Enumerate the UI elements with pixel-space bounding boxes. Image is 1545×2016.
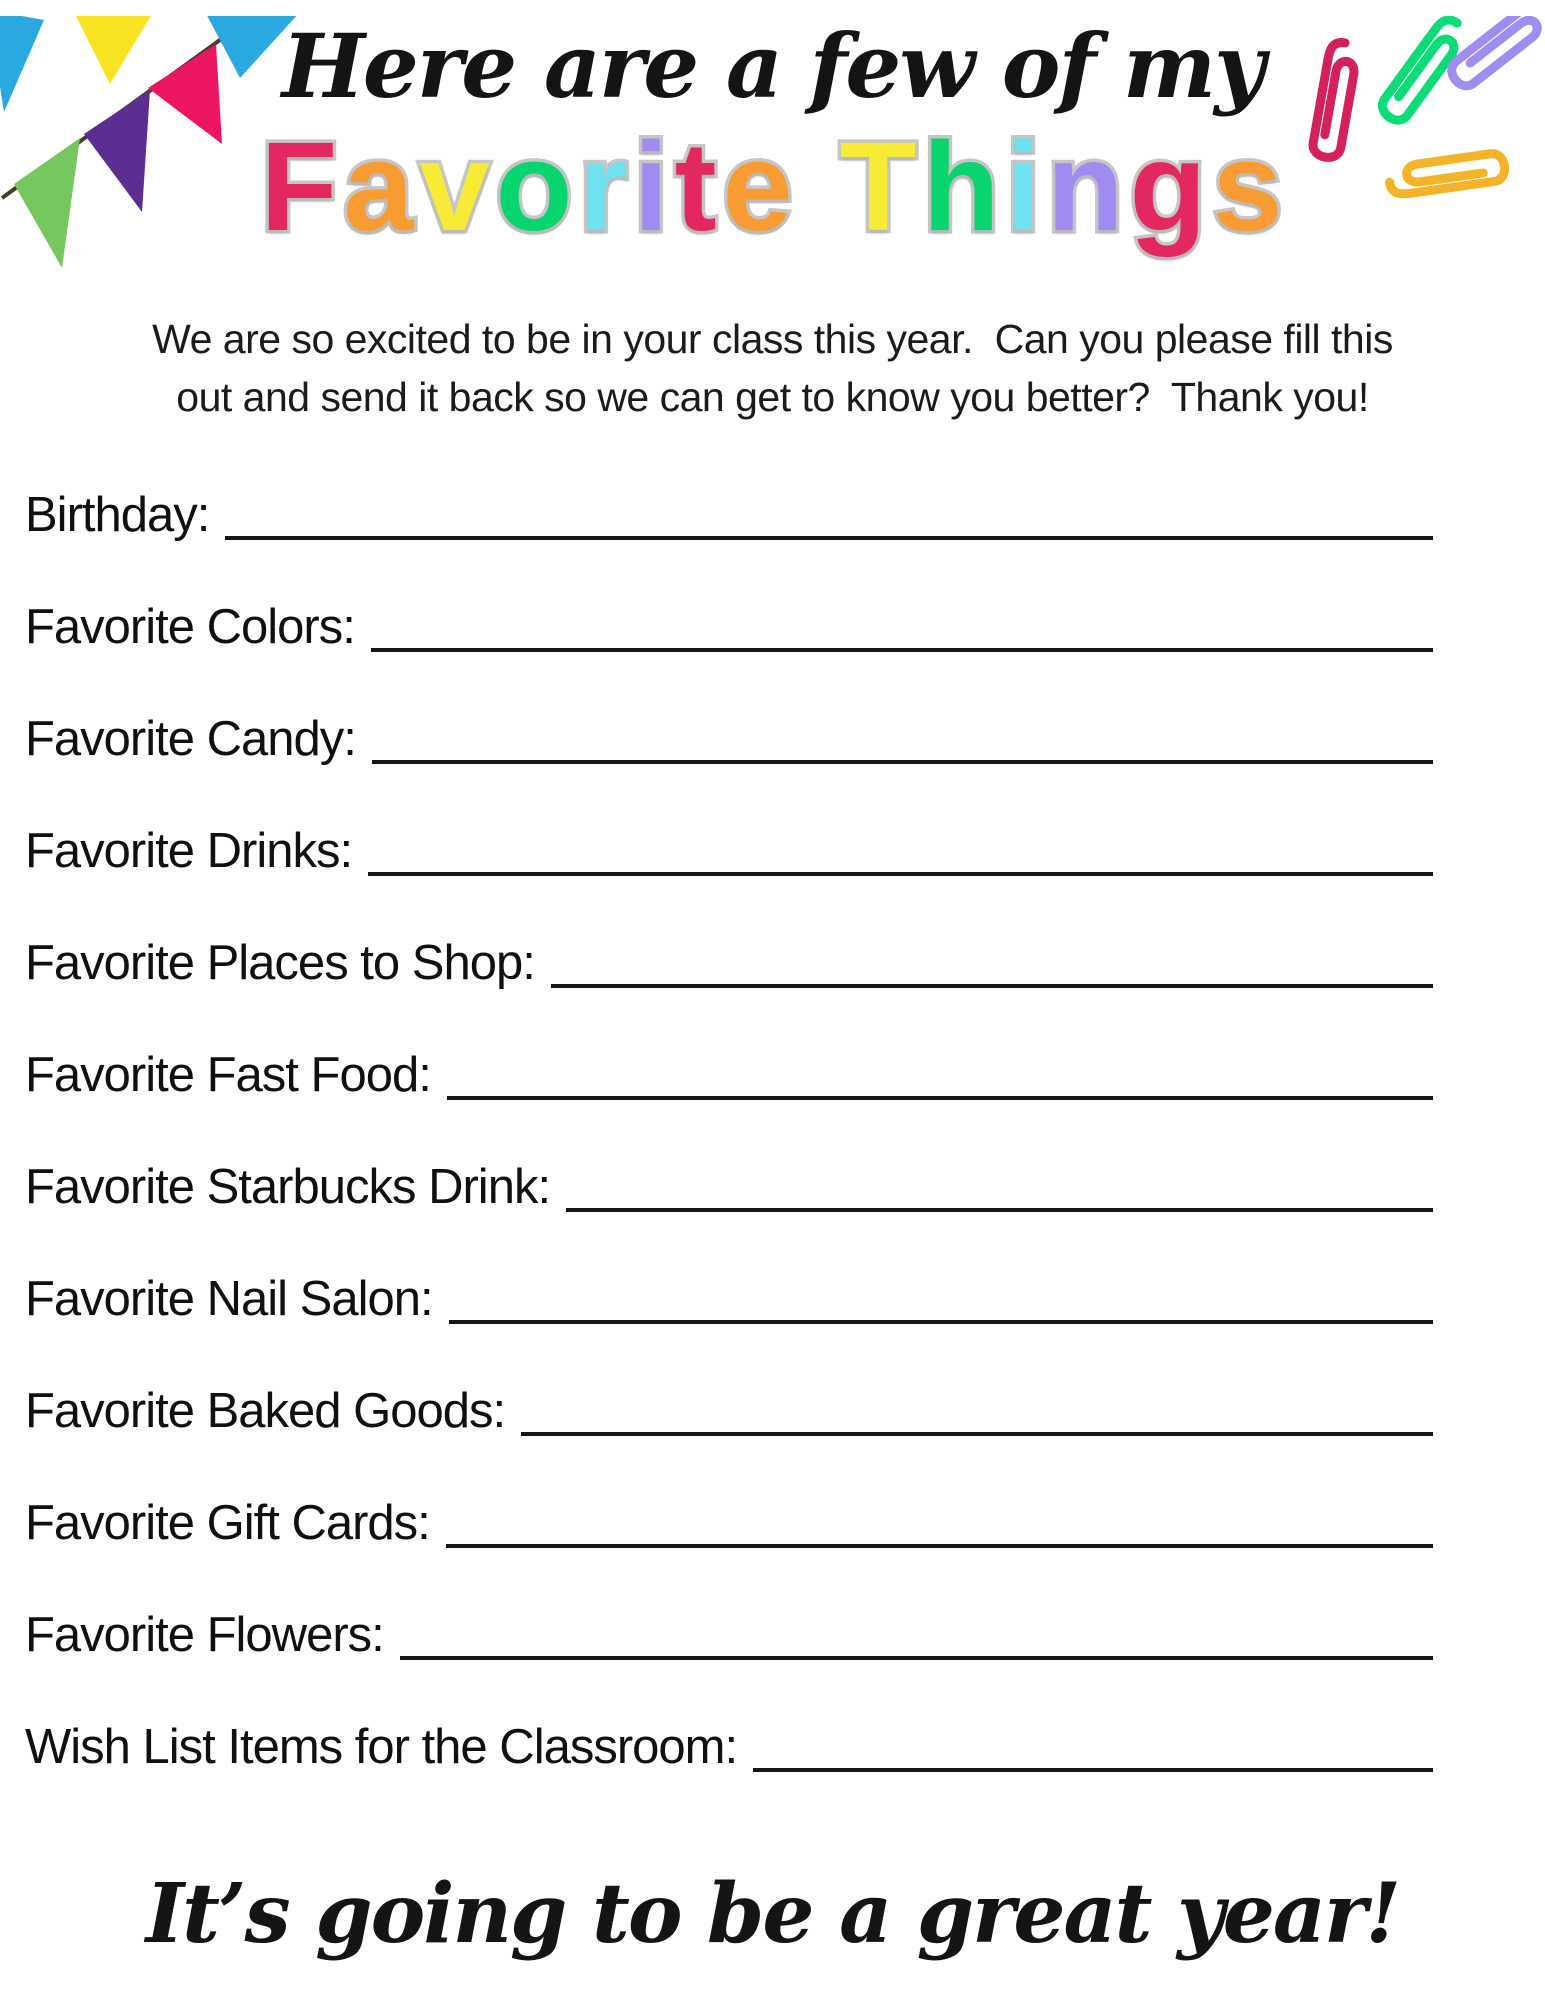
form-field-row xyxy=(25,481,1433,543)
answer-line[interactable] xyxy=(400,1656,1433,1660)
intro-line-1: We are so excited to be in your class this year. Can you please fill this xyxy=(152,316,1393,363)
answer-line[interactable] xyxy=(753,1768,1433,1772)
script-heading: Here are a few of my xyxy=(281,14,1264,118)
form-field-row xyxy=(25,1601,1433,1663)
title-letter: i xyxy=(1005,116,1043,258)
form-field-row xyxy=(25,1713,1433,1775)
banner-flag-icon xyxy=(14,138,80,268)
field-label: Favorite Places to Shop: xyxy=(25,936,535,991)
banner-flag-icon xyxy=(0,16,44,112)
title-letter: h xyxy=(922,116,1002,258)
title-letter: s xyxy=(1212,116,1285,258)
answer-line[interactable] xyxy=(521,1432,1433,1436)
answer-line[interactable] xyxy=(551,984,1433,988)
title-letter: g xyxy=(1129,116,1209,258)
paperclips xyxy=(1283,16,1545,234)
answer-line[interactable] xyxy=(368,872,1433,876)
banner-flag-icon xyxy=(72,16,152,84)
answer-line[interactable] xyxy=(447,1096,1433,1100)
field-label: Favorite Baked Goods: xyxy=(25,1384,506,1439)
answer-line[interactable] xyxy=(371,648,1433,652)
paperclips-icon xyxy=(1283,16,1545,234)
field-label: Favorite Gift Cards: xyxy=(25,1496,430,1551)
title-letter: a xyxy=(343,116,416,258)
title-letter: e xyxy=(722,116,795,258)
title-letter: T xyxy=(839,116,919,258)
form-field-row xyxy=(25,817,1433,879)
field-label: Favorite Drinks: xyxy=(25,824,353,879)
form-field-row xyxy=(25,705,1433,767)
bunting-banner-icon xyxy=(0,16,340,306)
intro-text xyxy=(0,311,1545,426)
field-label: Favorite Colors: xyxy=(25,600,355,655)
answer-line[interactable] xyxy=(566,1208,1433,1212)
form-field-row xyxy=(25,593,1433,655)
banner-flag-icon xyxy=(148,44,222,144)
title-letter: t xyxy=(674,116,719,258)
field-label: Favorite Candy: xyxy=(25,712,356,767)
form-field-row xyxy=(25,1265,1433,1327)
form-field-row xyxy=(25,1377,1433,1439)
title-letter: v xyxy=(419,116,492,258)
title-letter: r xyxy=(578,116,630,258)
field-label: Favorite Fast Food: xyxy=(25,1048,431,1103)
paperclip-icon xyxy=(1447,16,1545,91)
field-label: Favorite Nail Salon: xyxy=(25,1272,433,1327)
field-label: Birthday: xyxy=(25,488,210,543)
field-label: Wish List Items for the Classroom: xyxy=(25,1720,738,1775)
paperclip-icon xyxy=(1388,152,1507,196)
title-space xyxy=(799,121,836,253)
favorites-form xyxy=(0,481,1545,1775)
footer-message: It’s going to be a great year! xyxy=(145,1866,1400,1963)
intro-line-2: out and send it back so we can get to know you better? Thank you! xyxy=(176,373,1369,420)
answer-line[interactable] xyxy=(449,1320,1433,1324)
title-letter: o xyxy=(495,116,575,258)
form-field-row xyxy=(25,1153,1433,1215)
bunting-banner xyxy=(0,16,340,306)
field-label: Favorite Flowers: xyxy=(25,1608,384,1663)
banner-flag-icon xyxy=(84,90,150,212)
form-field-row xyxy=(25,1489,1433,1551)
answer-line[interactable] xyxy=(372,760,1433,764)
form-field-row xyxy=(25,1041,1433,1103)
answer-line[interactable] xyxy=(446,1544,1433,1548)
paperclip-icon xyxy=(1311,40,1359,159)
title-letter: n xyxy=(1046,116,1126,258)
title-letter: i xyxy=(633,116,671,258)
title-letter: F xyxy=(260,116,340,258)
answer-line[interactable] xyxy=(225,536,1433,540)
field-label: Favorite Starbucks Drink: xyxy=(25,1160,551,1215)
form-field-row xyxy=(25,929,1433,991)
